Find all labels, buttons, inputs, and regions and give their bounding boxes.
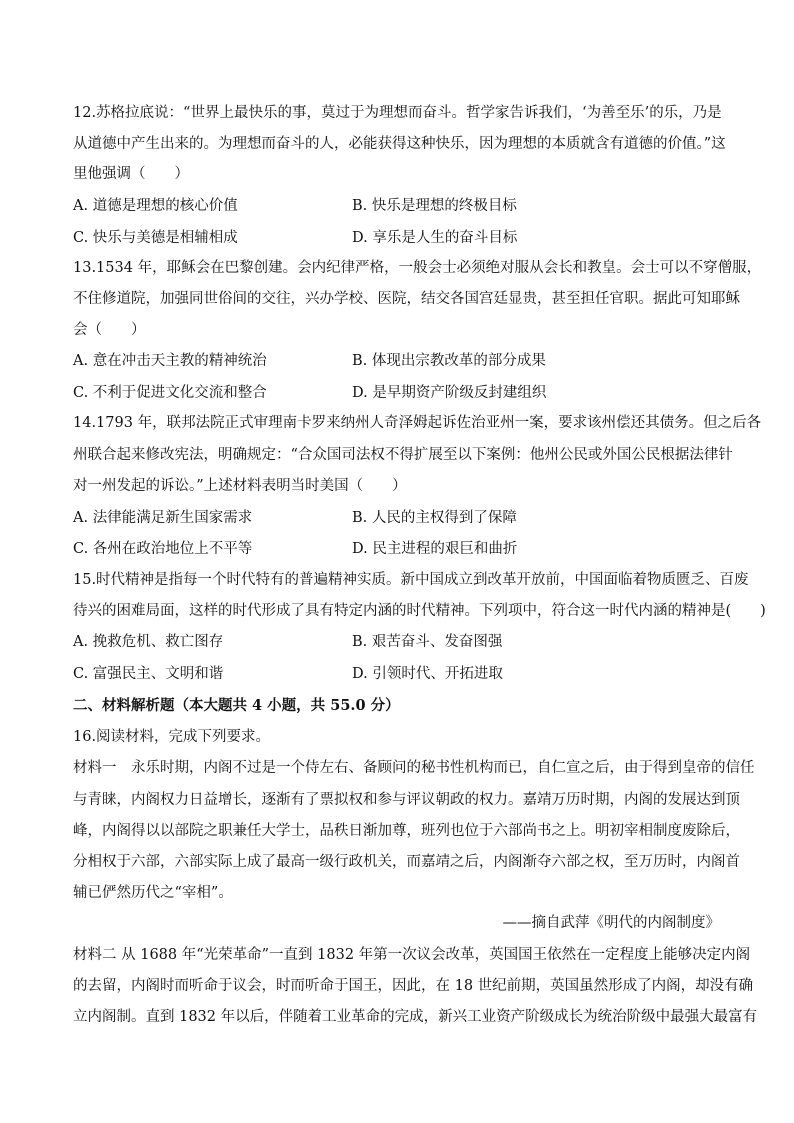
material-two-line: 材料二 从 1688 年“光荣革命”一直到 1832 年第一次议会改革，英国国王依然在一定程度上能够决定内阁 xyxy=(73,947,751,963)
question-stem-line: 14.1793 年，联邦法院正式审理南卡罗来纳州人奇泽姆起诉佐治亚州一案，要求该州偿还其债务。但之后各 xyxy=(73,415,762,431)
question-stem-line: 12.苏格拉底说：“世界上最快乐的事，莫过于为理想而奋斗。哲学家告诉我们，‘为善至乐’的乐，乃是 xyxy=(73,105,722,121)
material-one-source: ——摘自武萍《明代的内阁制度》 xyxy=(502,915,720,931)
option-b: B. 艰苦奋斗、发奋图强 xyxy=(352,634,503,650)
question-stem-line: 会（ ） xyxy=(73,322,146,338)
section-heading: 二、材料解析题（本大题共 4 小题，共 55.0 分） xyxy=(73,697,400,714)
question-stem-line: 里他强调（ ） xyxy=(73,166,189,182)
option-c: C. 富强民主、文明和谐 xyxy=(73,666,224,682)
question-stem-line: 从道德中产生出来的。为理想而奋斗的人，必能获得这种快乐，因为理想的本质就含有道德的价值。”这 xyxy=(73,136,726,152)
question-stem-line: 不住修道院，加强同世俗间的交往，兴办学校、医院，结交各国宫廷显贵，甚至担任官职。据此可知耶稣 xyxy=(73,291,740,307)
material-one-line: 分相权于六部，六部实际上成了最高一级行政机关，而嘉靖之后，内阁渐夺六部之权，至万历时，内阁首 xyxy=(73,854,740,870)
question-stem-line: 待兴的困难局面，这样的时代形成了具有特定内涵的时代精神。下列项中，符合这一时代内涵的精神是( ) xyxy=(73,603,766,619)
option-a: A. 道德是理想的核心价值 xyxy=(73,198,238,214)
option-b: B. 快乐是理想的终极目标 xyxy=(352,198,517,214)
question-stem-line: 13.1534 年，耶稣会在巴黎创建。会内纪律严格，一般会士必须绝对服从会长和教皇。会士可以不穿僧服， xyxy=(73,260,762,276)
option-c: C. 快乐与美德是相辅相成 xyxy=(73,230,238,246)
option-b: B. 人民的主权得到了保障 xyxy=(352,510,517,526)
option-d: D. 享乐是人生的奋斗目标 xyxy=(352,230,518,246)
question-stem-line: 州联合起来修改宪法，明确规定：“合众国司法权不得扩展至以下案例：他州公民或外国公民根据法律针 xyxy=(73,447,733,463)
option-a: A. 意在冲击天主教的精神统治 xyxy=(73,353,267,369)
option-c: C. 各州在政治地位上不平等 xyxy=(73,541,253,557)
material-two-line: 的去留，内阁时而听命于议会，时而听命于国王，因此，在 18 世纪前期，英国虽然形成了内阁，却没有确 xyxy=(73,978,754,994)
option-d: D. 是早期资产阶级反封建组织 xyxy=(352,385,547,401)
question-intro: 16.阅读材料，完成下列要求。 xyxy=(73,729,271,745)
question-stem-line: 15.时代精神是指每一个时代特有的普遍精神实质。新中国成立到改革开放前，中国面临着物质匮乏、百废 xyxy=(73,572,749,588)
material-one-line: 材料一 永乐时期，内阁不过是一个侍左右、备顾问的秘书性机构而已，自仁宣之后，由于得到皇帝的信任 xyxy=(73,760,755,776)
material-two-line: 立内阁制。直到 1832 年以后，伴随着工业革命的完成，新兴工业资产阶级成长为统治阶级中最强大最富有 xyxy=(73,1009,758,1025)
material-one-line: 与青睐，内阁权力日益增长，逐渐有了票拟权和参与评议朝政的权力。嘉靖万历时期，内阁的发展达到顶 xyxy=(73,792,740,808)
question-stem-line: 对一州发起的诉讼。”上述材料表明当时美国（ ） xyxy=(73,478,407,494)
option-a: A. 法律能满足新生国家需求 xyxy=(73,510,253,526)
material-one-line: 辅已俨然历代之“宰相”。 xyxy=(73,885,233,901)
option-b: B. 体现出宗教改革的部分成果 xyxy=(352,353,546,369)
option-a: A. 挽救危机、救亡图存 xyxy=(73,634,224,650)
material-one-line: 峰，内阁得以以部院之职兼任大学士，品秩日渐加尊，班列也位于六部尚书之上。明初宰相制度废除后， xyxy=(73,823,740,839)
option-c: C. 不利于促进文化交流和整合 xyxy=(73,385,267,401)
option-d: D. 引领时代、开拓进取 xyxy=(352,666,503,682)
option-d: D. 民主进程的艰巨和曲折 xyxy=(352,541,518,557)
